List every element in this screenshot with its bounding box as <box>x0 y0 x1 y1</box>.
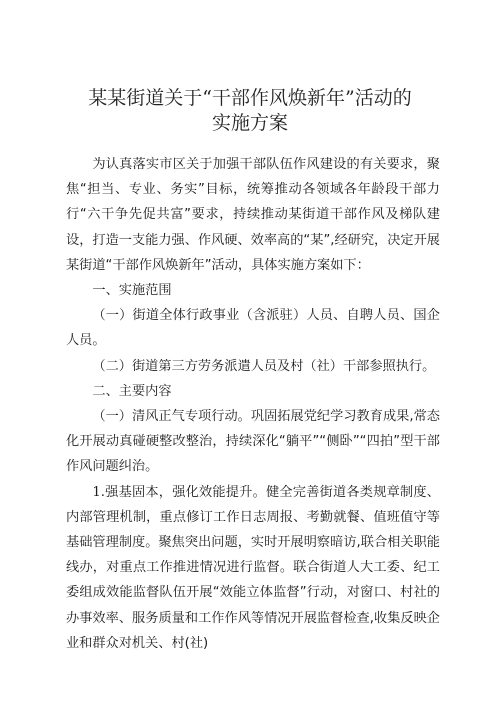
scope-item-2: （二）街道第三方劳务派遣人员及村（社）干部参照执行。 <box>92 358 436 374</box>
title-line-1: 某某街道关于“干部作风焕新年”活动的 <box>88 87 412 109</box>
content-point-1 <box>66 480 440 656</box>
document-body <box>66 152 440 656</box>
scope-item-1: （一）街道全体行政事业（含派驻）人员、自聘人员、国企人员。 <box>66 308 440 349</box>
section-heading-content: 二、主要内容 <box>92 383 172 399</box>
point-number: 1 <box>92 484 101 500</box>
intro-paragraph: 为认真落实市区关于加强干部队伍作风建设的有关要求，聚焦“担当、专业、务实”目标，统筹推动各领域各年龄段干部力行“六干争先促共富”要求，持续推动某街道干部作风及梯队建设，打造一支能力强、作风硬、效率高的“某”,经研究，决定开展某街道“干部作风焕新年”活动，具体实施方案如下： <box>66 157 440 273</box>
section-heading-scope: 一、实施范围 <box>92 283 172 299</box>
title-line-2: 实施方案 <box>211 112 288 134</box>
document-title <box>40 86 460 136</box>
point-text: .强基固本，强化效能提升。健全完善街道各类规章制度、内部管理机制，重点修订工作日志周报、考勤就餐、值班值守等基础管理制度。聚焦突出问题，实时开展明察暗访,联合相关职能线办，对重点工作推进情况进行监督。联合街道人大工委、纪工委组成效能监督队伍开展“效能立体监督”行动，对窗口、村社的办事效率、服务质量和工作作风等情况开展监督检查,收集反映企业和群众对机关、村(社) <box>66 484 440 651</box>
content-item-1: （一）清风正气专项行动。巩固拓展党纪学习教育成果,常态化开展动真碰硬整改整治，持续深化“躺平”“侧卧”“四拍”型干部作风问题纠治。 <box>66 409 440 475</box>
